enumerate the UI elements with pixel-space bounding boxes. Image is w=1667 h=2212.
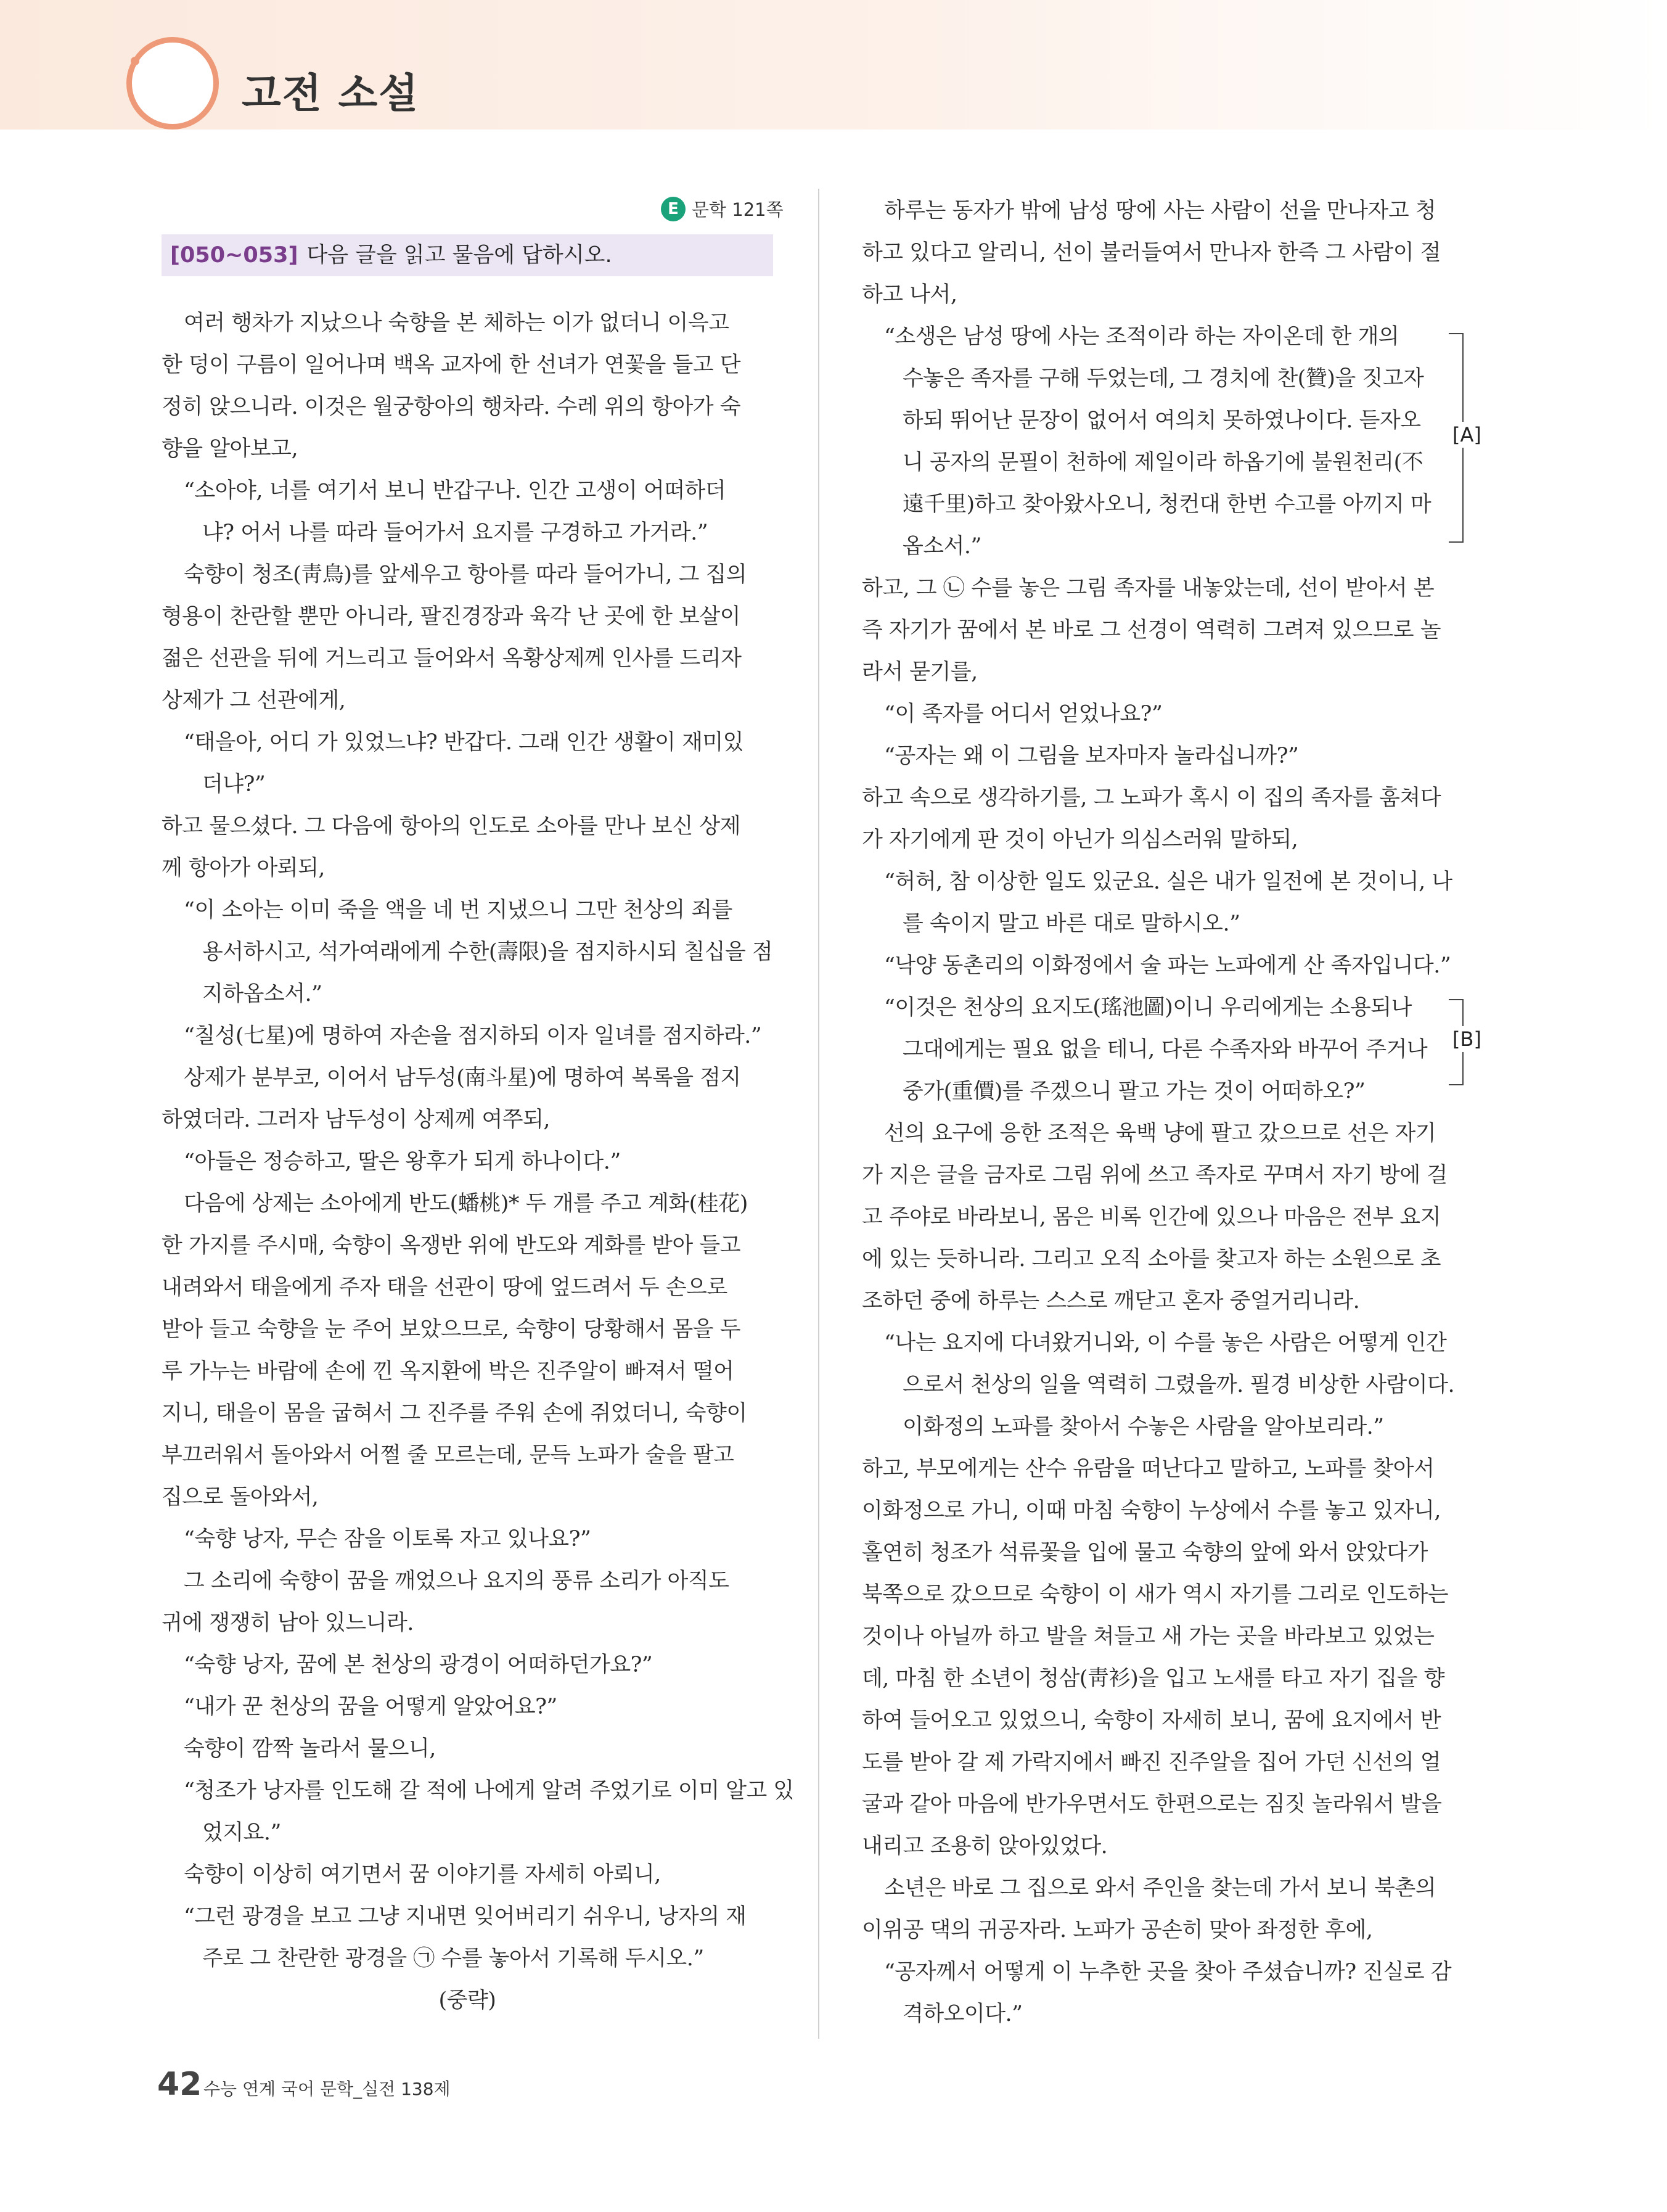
passage-line: 하고, 부모에게는 산수 유람을 떠난다고 말하고, 노파를 찾아서: [862, 1457, 1435, 1481]
passage-line: 굴과 같아 마음에 반가우면서도 한편으로는 짐짓 놀라워서 발을: [862, 1792, 1442, 1817]
passage-line: 용서하시고, 석가여래에게 수한(壽限)을 점지하시되 칠십을 점: [202, 940, 773, 964]
passage-line: “청조가 낭자를 인도해 갈 적에 나에게 알려 주었기로 이미 알고 있: [184, 1778, 794, 1803]
passage-line: “소아야, 너를 여기서 보니 반갑구나. 인간 고생이 어떠하더: [184, 479, 726, 503]
passage-line: 지니, 태을이 몸을 굽혀서 그 진주를 주워 손에 쥐었더니, 숙향이: [162, 1401, 747, 1426]
passage-line: “공자는 왜 이 그림을 보자마자 놀라십니까?”: [884, 744, 1299, 768]
question-instruction: [162, 234, 773, 276]
passage-line: 즉 자기가 꿈에서 본 바로 그 선경이 역력히 그려져 있으므로 놀: [862, 618, 1441, 643]
passage-line: 가 지은 글을 금자로 그림 위에 쓰고 족자로 꾸며서 자기 방에 걸: [862, 1163, 1448, 1188]
passage-line: 니 공자의 문필이 천하에 제일이라 하옵기에 불원천리(不: [903, 450, 1423, 475]
passage-line: 것이나 아닐까 하고 발을 쳐들고 새 가는 곳을 바라보고 있었는: [862, 1624, 1435, 1649]
passage-line: 으로서 천상의 일을 역력히 그렸을까. 필경 비상한 사람이다.: [903, 1373, 1455, 1397]
passage-line: “공자께서 어떻게 이 누추한 곳을 찾아 주셨습니까? 진실로 감: [884, 1960, 1452, 1984]
passage-line: 하고, 그 ㉡ 수를 놓은 그림 족자를 내놓았는데, 선이 받아서 본: [862, 576, 1435, 601]
passage-line: 지하옵소서.”: [202, 982, 322, 1006]
textbook-reference: [661, 196, 784, 221]
passage-line: 귀에 쟁쟁히 남아 있느니라.: [162, 1611, 414, 1635]
question-range: [050~053]: [170, 243, 298, 268]
passage-line: 한 덩이 구름이 일어나며 백옥 교자에 한 선녀가 연꽃을 들고 단: [162, 353, 741, 377]
passage-line: 가 자기에게 판 것이 아닌가 의심스러워 말하되,: [862, 828, 1298, 852]
passage-line: 조하던 중에 하루는 스스로 깨닫고 혼자 중얼거리니라.: [862, 1289, 1360, 1314]
passage-line: 더냐?”: [202, 772, 266, 797]
passage-line: 하고 있다고 알리니, 선이 불러들여서 만나자 한즉 그 사람이 절: [862, 241, 1441, 265]
passage-line: 정히 앉으니라. 이것은 월궁항아의 행차라. 수레 위의 항아가 숙: [162, 395, 741, 419]
passage-line: 遠千里)하고 찾아왔사오니, 청컨대 한번 수고를 아끼지 마: [903, 492, 1431, 517]
column-divider: [818, 189, 819, 2039]
passage-line: 하였더라. 그러자 남두성이 상제께 여쭈되,: [162, 1108, 551, 1132]
passage-line: 하되 뛰어난 문장이 없어서 여의치 못하였나이다. 듣자오: [903, 408, 1421, 433]
page-number: 42: [157, 2066, 202, 2103]
passage-line: 숙향이 이상히 여기면서 꿈 이야기를 자세히 아뢰니,: [184, 1862, 661, 1887]
passage-line: 소년은 바로 그 집으로 와서 주인을 찾는데 가서 보니 북촌의: [884, 1876, 1436, 1901]
passage-line: 젊은 선관을 뒤에 거느리고 들어와서 옥황상제께 인사를 드리자: [162, 646, 742, 671]
passage-line: 냐? 어서 나를 따라 들어가서 요지를 구경하고 가거라.”: [202, 520, 708, 545]
passage-line: 부끄러워서 돌아와서 어쩔 줄 모르는데, 문득 노파가 술을 팔고: [162, 1443, 734, 1468]
passage-line: “나는 요지에 다녀왔거니와, 이 수를 놓은 사람은 어떻게 인간: [884, 1331, 1447, 1355]
book-title: 수능 연계 국어 문학_실전 138제: [203, 2079, 451, 2099]
passage-line: “칠성(七星)에 명하여 자손을 점지하되 이자 일녀를 점지하라.”: [184, 1024, 762, 1048]
passage-line: 내려와서 태을에게 주자 태을 선관이 땅에 엎드려서 두 손으로: [162, 1275, 727, 1300]
passage-line: 하여 들어오고 있었으니, 숙향이 자세히 보니, 꿈에 요지에서 반: [862, 1708, 1441, 1733]
passage-line: 집으로 돌아와서,: [162, 1485, 319, 1510]
passage-line: “숙향 낭자, 무슨 잠을 이토록 자고 있나요?”: [184, 1527, 591, 1552]
passage-line: 하고 속으로 생각하기를, 그 노파가 혹시 이 집의 족자를 훔쳐다: [862, 786, 1441, 810]
passage-line: 고 주야로 바라보니, 몸은 비록 인간에 있으나 마음은 전부 요지: [862, 1205, 1441, 1230]
right-column: [862, 190, 1472, 2035]
section-title: 고전 소설: [242, 70, 420, 117]
passage-line: “숙향 낭자, 꿈에 본 천상의 광경이 어떠하던가요?”: [184, 1653, 653, 1677]
passage-line: 께 항아가 아뢰되,: [162, 856, 326, 881]
passage-line: “내가 꾼 천상의 꿈을 어떻게 알았어요?”: [184, 1695, 557, 1719]
passage-line: 그 소리에 숙향이 꿈을 깨었으나 요지의 풍류 소리가 아직도: [184, 1569, 729, 1593]
passage-line: 이위공 댁의 귀공자라. 노파가 공손히 맞아 좌정한 후에,: [862, 1918, 1373, 1943]
passage-line: 북쪽으로 갔으므로 숙향이 이 새가 역시 자기를 그리로 인도하는: [862, 1582, 1449, 1607]
passage-line: “그런 광경을 보고 그냥 지내면 잊어버리기 쉬우니, 낭자의 재: [184, 1904, 747, 1929]
passage-line: 루 가누는 바람에 손에 낀 옥지환에 박은 진주알이 빠져서 떨어: [162, 1359, 734, 1384]
passage-line: “이것은 천상의 요지도(瑤池圖)이니 우리에게는 소용되나: [884, 995, 1412, 1020]
passage-line: 하고 나서,: [862, 282, 957, 307]
passage-line: 형용이 찬란할 뿐만 아니라, 팔진경장과 육각 난 곳에 한 보살이: [162, 604, 741, 629]
passage-line: “이 족자를 어디서 얻었나요?”: [884, 702, 1163, 726]
passage-line: 이화정으로 가니, 이때 마침 숙향이 누상에서 수를 놓고 있자니,: [862, 1499, 1441, 1523]
header-dot-icon: [131, 57, 139, 65]
passage-line: 하루는 동자가 밖에 남성 땅에 사는 사람이 선을 만나자고 청: [884, 199, 1436, 223]
passage-line: 한 가지를 주시매, 숙향이 옥쟁반 위에 반도와 계화를 받아 들고: [162, 1233, 741, 1258]
left-column: [162, 302, 794, 2021]
passage-line: 도를 받아 갈 제 가락지에서 빠진 진주알을 집어 가던 신선의 얼: [862, 1750, 1441, 1775]
passage-line: “태을아, 어디 가 있었느냐? 반갑다. 그래 인간 생활이 재미있: [184, 730, 744, 755]
passage-line: 숙향이 청조(靑鳥)를 앞세우고 항아를 따라 들어가니, 그 집의: [184, 562, 747, 587]
passage-line: 라서 묻기를,: [862, 660, 978, 685]
passage-line: 수놓은 족자를 구해 두었는데, 그 경치에 찬(贊)을 짓고자: [903, 366, 1424, 391]
omission-mark: (중략): [438, 1988, 496, 2013]
ebs-e-icon: E: [661, 197, 686, 221]
passage-line: 옵소서.”: [903, 534, 981, 559]
passage-line: 중가(重價)를 주겠으니 팔고 가는 것이 어떠하오?”: [903, 1079, 1366, 1104]
header-circle-icon: [126, 37, 219, 130]
passage-line: 데, 마침 한 소년이 청삼(靑衫)을 입고 노새를 타고 자기 집을 향: [862, 1666, 1445, 1691]
bracket-b-label: [B]: [1452, 1027, 1481, 1051]
passage-line: 향을 알아보고,: [162, 437, 298, 461]
passage-line: 받아 들고 숙향을 눈 주어 보았으므로, 숙향이 당황해서 몸을 두: [162, 1317, 741, 1342]
passage-line: 상제가 분부코, 이어서 남두성(南斗星)에 명하여 복록을 점지: [184, 1066, 741, 1090]
passage-line: 선의 요구에 응한 조적은 육백 냥에 팔고 갔으므로 선은 자기: [884, 1121, 1436, 1146]
passage-line: 다음에 상제는 소아에게 반도(蟠桃)* 두 개를 주고 계화(桂花): [184, 1191, 748, 1216]
passage-line: 여러 행차가 지났으나 숙향을 본 체하는 이가 없더니 이윽고: [184, 311, 729, 335]
passage-line: 내리고 조용히 앉아있었다.: [862, 1834, 1108, 1859]
passage-line: “소생은 남성 땅에 사는 조적이라 하는 자이온데 한 개의: [884, 324, 1399, 349]
passage-line: 었지요.”: [202, 1820, 281, 1845]
passage-line: “아들은 정승하고, 딸은 왕후가 되게 하나이다.”: [184, 1149, 621, 1174]
passage-line: 홀연히 청조가 석류꽃을 입에 물고 숙향의 앞에 와서 앉았다가: [862, 1540, 1428, 1565]
passage-line: 를 속이지 말고 바른 대로 말하시오.”: [903, 911, 1240, 936]
passage-line: 숙향이 깜짝 놀라서 물으니,: [184, 1737, 436, 1761]
passage-line: “허허, 참 이상한 일도 있군요. 실은 내가 일전에 본 것이니, 나: [884, 870, 1452, 894]
passage-line: “낙양 동촌리의 이화정에서 술 파는 노파에게 산 족자입니다.”: [884, 953, 1451, 978]
reference-page: 문학 121쪽: [692, 199, 784, 220]
passage-line: 상제가 그 선관에게,: [162, 688, 346, 713]
bracket-a-label: [A]: [1452, 423, 1481, 446]
instruction-text: 다음 글을 읽고 물음에 답하시오.: [306, 243, 612, 268]
passage-line: “이 소아는 이미 죽을 액을 네 번 지냈으니 그만 천상의 죄를: [184, 898, 732, 923]
passage-line: 격하오이다.”: [903, 2002, 1023, 2026]
passage-line: 주로 그 찬란한 광경을 ㉠ 수를 놓아서 기록해 두시오.”: [202, 1946, 704, 1971]
passage-line: 이화정의 노파를 찾아서 수놓은 사람을 알아보리라.”: [903, 1415, 1384, 1439]
passage-line: 에 있는 듯하니라. 그리고 오직 소아를 찾고자 하는 소원으로 초: [862, 1247, 1441, 1272]
passage-line: 하고 물으셨다. 그 다음에 항아의 인도로 소아를 만나 보신 상제: [162, 814, 741, 839]
passage-line: 그대에게는 필요 없을 테니, 다른 수족자와 바꾸어 주거나: [903, 1037, 1428, 1062]
